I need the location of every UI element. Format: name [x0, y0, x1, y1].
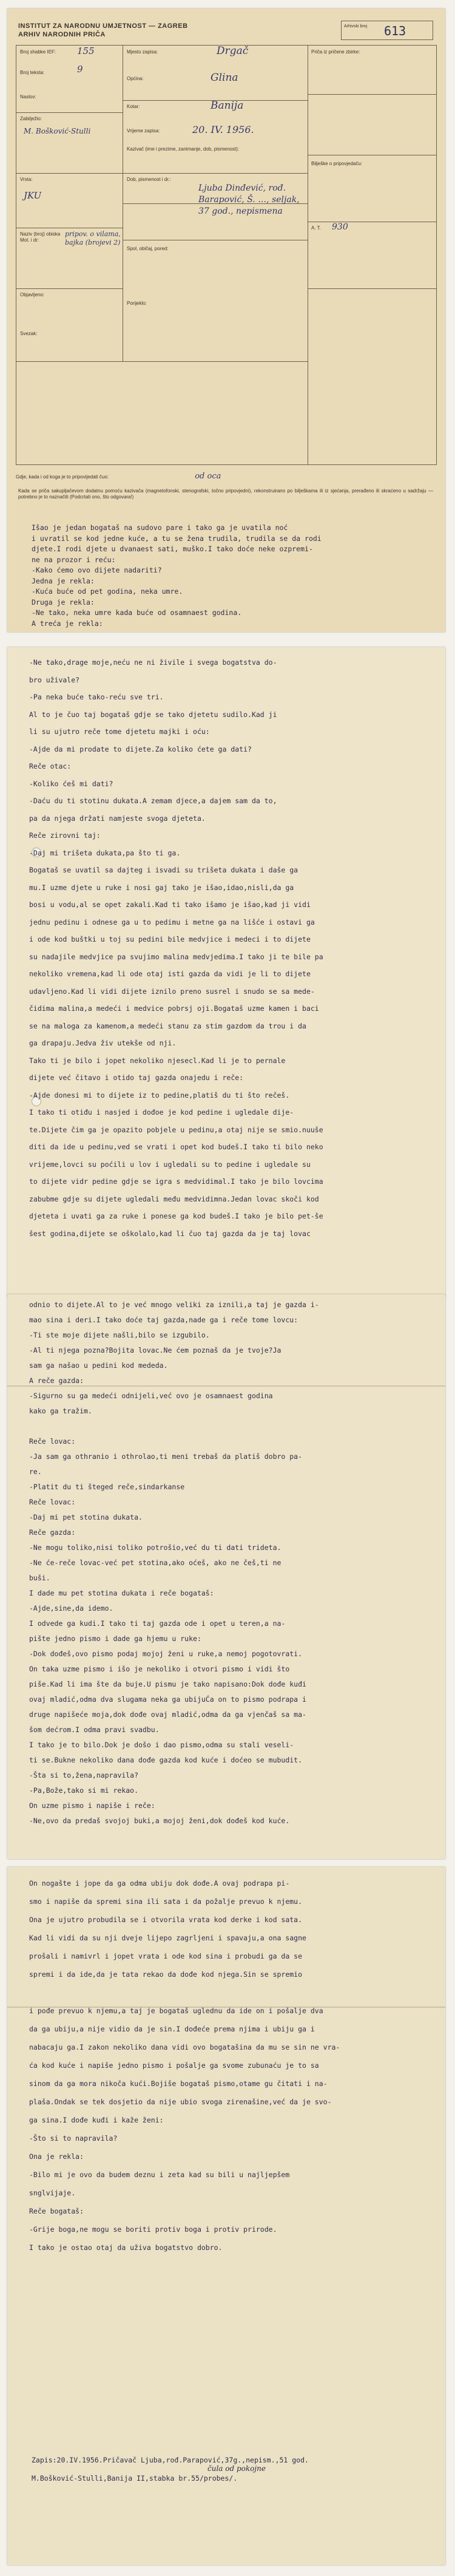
- transcript-sheet-4: [7, 1867, 445, 2565]
- transcript-line: se na maloga za kamenom,a medeći stanu za stim gazdom da trou i da: [29, 1021, 306, 1030]
- recording-date-value: 20. IV. 1956.: [192, 124, 254, 135]
- recording-date-label: Vrijeme zapisa:: [127, 128, 160, 134]
- transcript-line: Išao je jedan bogataš na sudovo pare i tako ga je uvatila noć: [32, 523, 288, 532]
- narrator-label: Kazivač (ime i prezime, zanimanje, dob, pismenost):: [127, 146, 239, 152]
- transcript-line: -Ti ste moje dijete našli,bilo se izgubilo.: [29, 1331, 210, 1339]
- transcript-line: Tako ti je bilo i jopet nekoliko njesecl.Kad li je to pernale: [29, 1056, 286, 1065]
- transcript-line: Reče lovac:: [29, 1498, 76, 1506]
- signature-value: 155: [77, 46, 95, 56]
- transcript-line: odnio to dijete.Al to je već mnogo veliki za iznili,a taj je gazda i-: [29, 1300, 319, 1309]
- transcript-line: ga sina.I dođe kuđi i kaže ženi:: [29, 2116, 164, 2124]
- signature-label: Broj shabke IEF:: [20, 49, 56, 55]
- transcript-line: A treća je rekla:: [32, 619, 103, 628]
- transcript-line: A reče gazda:: [29, 1376, 84, 1385]
- aa-value: 930: [332, 222, 348, 232]
- transcript-line: čidima malina,a medeći i medvice pobrsj oji.Bogataš uzme kamen i baci: [29, 1004, 319, 1013]
- transcript-line: re.: [29, 1467, 42, 1476]
- transcript-line: -Pa,Bože,tako si mi rekao.: [29, 1786, 139, 1795]
- district-value: Banija: [211, 100, 244, 112]
- transcript-line: Bogataš se uvatil sa dajteg i isvadi su trišeta dukata i daše ga: [29, 866, 298, 874]
- municipality-label: Općina:: [127, 76, 144, 81]
- transcript-line: ovaj mladić,odma dva slugama neka ga ubijuĆa on to pismo podrapa i: [29, 1695, 306, 1704]
- informant-value: M. Bošković-Stulli: [24, 127, 91, 135]
- transcript-line: Kad li vidi da su nji dveje lijepo zagrljeni i spavaju,a ona sagne: [29, 1934, 306, 1942]
- transcript-line: ne na prozor i reću:: [32, 555, 116, 564]
- transcript-line: -Koliko ćeš mi dati?: [29, 779, 113, 788]
- archive-number: 613: [384, 24, 406, 38]
- transcript-line: I tako je to bilo.Dok je došo i dao pismo,odma su stali veseli-: [29, 1741, 294, 1749]
- informant-label: Zabilježio:: [20, 116, 42, 121]
- municipality-value: Glina: [211, 72, 238, 84]
- transcript-line: Ona je ujutro probudila se i otvorila vrata kod derke i kod sata.: [29, 1915, 303, 1924]
- archive-number-label: Arhivski broj: [344, 24, 368, 29]
- transcript-line: nabacaju ga.I zakon nekoliko dana vidi ovo bogatašina da mu se sin ne vra-: [29, 2043, 340, 2051]
- transcript-line: -Ne,ovo da predaš svojoj buki,a mojoj ženi,dok dođeš kod kuće.: [29, 1816, 290, 1825]
- card-header: [18, 22, 334, 39]
- aa-label: A. T.: [311, 225, 321, 231]
- transcript-sheet-3: [7, 1294, 445, 1859]
- transcript-line: dijete već čitavo i otido taj gazda onajedu i reče:: [29, 1073, 244, 1082]
- district-label: Kotar:: [127, 104, 140, 109]
- transcript-line: -Sigurno su ga medeći odnijeli,već ovo je osamnaest godina: [29, 1392, 273, 1400]
- transcript-line: ti se.Bukne nekoliko dana dođe gazda kod kuće i doćeo se mubudit.: [29, 1756, 303, 1764]
- catalogue-card: [7, 8, 445, 632]
- transcript-line: -Ne tako,drage moje,neću ne ni živile i svega bogatstva do-: [29, 658, 277, 667]
- transcript-line: Druga je rekla:: [32, 597, 95, 607]
- transcript-line: -Ajde donesi mi to dijete iz to pedine,platiš du ti što rečeš.: [29, 1090, 290, 1099]
- transcript-line: Jedna je rekla:: [32, 576, 95, 585]
- transcript-line: jednu pedinu i odnese ga u to pedimu i metne ga na lišće i ostavi ga: [29, 917, 315, 926]
- transcript-line: Al to je čuo taj bogataš gdje se tako djetetu sudilo.Kad ji: [29, 710, 277, 719]
- transcript-line: mu.I uzme djete u ruke i nosi gaj tako je išao,idao,nisli,da ga: [29, 883, 294, 892]
- transcript-line: Reče lovac:: [29, 1437, 76, 1446]
- transcript-line: Reče bogataš:: [29, 2207, 84, 2215]
- recording-footer-1: Zapis:20.IV.1956.Pričavač Ljuba,rođ.Parapović,37g.,nepism.,51 god.: [32, 2456, 309, 2464]
- transcript-line: vrijeme,lovci su poćili u lov i ugledali su to pedine i ugledale su: [29, 1160, 311, 1169]
- transcript-line: -Ne će-reče lovac-već pet stotina,ako oćeš, ako ne češ,ti ne: [29, 1558, 281, 1567]
- transcript-line: i ode kod buštki u toj su pedini bile medvjice i medeci i to dijete: [29, 935, 311, 943]
- motif-label: Naziv (broj) obiska Mot. i dr:: [20, 231, 61, 243]
- handwritten-annotation: čula od pokojne: [207, 2464, 266, 2473]
- transcript-line: zabubme gdje su dijete ugledali među medvidimna.Jedan lovac skoči kod: [29, 1194, 319, 1203]
- transcript-line: spremi i da ide,da je tata rekao da dođe kod njega.Sin se spremio: [29, 1970, 303, 1979]
- transcript-line: pište jedno pismo i dade ga hjemu u ruke:: [29, 1634, 201, 1643]
- record-number-label: Broj teksta:: [20, 70, 45, 75]
- transcript-line: -Ajde da mi prodate to dijete.Za koliko ćete ga dati?: [29, 744, 252, 753]
- transcript-line: bosi u vodu,al se opet zakali.Kad ti tako išamo je išao,kad ji vidi: [29, 900, 311, 909]
- place-value: Drgač: [217, 45, 249, 57]
- transcript-line: -Dok dođeš,ovo pismo podaj mojoj ženi u ruke,a nemoj pogotovrati.: [29, 1650, 303, 1658]
- transcript-line: te.Dijete čim ga je opazito pobjele u pedinu,a otaj nije se smio.nuuše: [29, 1125, 323, 1134]
- transcript-line: i uvratil se kod jedne kuće, a tu se žena trudila, trudila se da rodi: [32, 534, 322, 543]
- fold-line: [7, 1385, 445, 1387]
- record-number-value: 9: [77, 64, 83, 75]
- transcript-line: -Ne tako, neka umre kada buće od osamnaest godina.: [32, 608, 242, 617]
- checked-label: Objavljeno:: [20, 292, 45, 297]
- transcript-line: pa da njega držati namjeste svoga djeteta.: [29, 814, 206, 823]
- transcript-line: udavljeno.Kad li vidi dijete iznilo preno susrel i snudo se sa mede-: [29, 987, 315, 996]
- transcript-line: I tako je ostao otaj da uživa bogatstvo dobro.: [29, 2243, 223, 2252]
- transcript-line: -Ajde,sine,da idemo.: [29, 1604, 113, 1613]
- transcript-line: -Bilo mi je ovo da budem deznu i zeta kad su bili u najljepšem: [29, 2170, 290, 2179]
- archive-name: ARHIV NARODNIH PRIČA: [18, 31, 106, 38]
- transcript-line: plaša.Ondak se tek dosjetio da nije ubio svoga zirenašine,već da je svo-: [29, 2098, 332, 2106]
- transcript-line: smo i napiše da spremi sina ili sata i da požalje prevuo k njemu.: [29, 1897, 303, 1906]
- type-value: JKU: [24, 190, 42, 201]
- transcript-line: snglvijaje.: [29, 2189, 76, 2197]
- transcript-line: da ga ubiju,a nije vidio da je sin.I dođeće prema njima i ubiju ga i: [29, 2025, 315, 2033]
- transcript-line: sinom da ga mora nikoča kući.Bojiše bogataš pismo,otame gu čitati i na-: [29, 2079, 328, 2088]
- transcript-line: nekoliko vremena,kad li ode otaj isti gazda da vidi je li to dijete: [29, 970, 311, 978]
- transcript-line: ga drapaju.Jedva živ utekše od nji.: [29, 1039, 177, 1047]
- transcript-line: On uzme pismo i napiše i reče:: [29, 1801, 155, 1810]
- transcript-line: -Pa neka buće tako-reću sve tri.: [29, 693, 164, 701]
- age-label: Dob, pismenost i dr.:: [127, 177, 171, 182]
- motif-value: pripov. o vilama, bajka (brojevi 2): [65, 230, 121, 246]
- transcript-line: piše.Kad li ima šte da buje.U pismu je tako napisano:Dok dođe kuđi: [29, 1680, 306, 1688]
- transcript-line: -Šta si to,žena,napravila?: [29, 1771, 139, 1779]
- transcript-line: -Kako ćemo ovo dijete nadariti?: [32, 566, 162, 574]
- transcript-line: -Daj mi pet stotina dukata.: [29, 1513, 143, 1521]
- transcript-line: prošali i namivrl i jopet vrata i ode kod sina i probudi ga da se: [29, 1952, 303, 1960]
- transcript-line: -Ne mogu toliko,nisi toliko potrošio,već du ti dati trideta.: [29, 1543, 281, 1552]
- transcript-line: I dade mu pet stotina dukata i reče bogataš:: [29, 1589, 214, 1597]
- transcript-line: -Što si to napravila?: [29, 2134, 118, 2143]
- transcript-sheet-2: [7, 647, 445, 1297]
- recording-footer-2: M.Bošković-Stulli,Banija II,stabka br.55/probes/.: [32, 2474, 238, 2483]
- transcript-line: to dijete vidr pedine gdje se igra s medvidimal.I tako je bilo lovcima: [29, 1177, 323, 1186]
- transcript-line: djeteta i uvati ga za ruke i ponese ga kod budeš.I tako je bilo pet-še: [29, 1212, 323, 1220]
- narrator-value: Ljuba Dinđević, rođ. Barapović, Š. …, seljak, 37 god., nepismena: [198, 183, 300, 216]
- archive-number-box: [341, 21, 433, 40]
- transcript-line: diti da ide u pedinu,ved se vrati i opet kod budeš.I tako ti bilo neko: [29, 1143, 323, 1151]
- place-label: Mjesto zapisa:: [127, 49, 158, 55]
- origin-label: Porijeklo:: [127, 301, 147, 306]
- card-instructions: Kada se priča sakupljačevom dodatnu pomoću kazivača (magnetofonski, stenografski, točno pripovjedni), rekonstruirano po bilješkama ili iz sjećanja, prerađeno ili skraćeno u sadržaju — potrebno je to naznačiti (Podcrtati ono, što odgovara!): [18, 488, 433, 500]
- transcript-line: I odvede ga kudi.I tako ti taj gazda ode i opet u teren,a na-: [29, 1619, 286, 1628]
- transcript-line: sam ga našao u pedini kod mededa.: [29, 1361, 168, 1370]
- transcript-line: Reče zirovni taj:: [29, 831, 101, 840]
- transcript-line: -Kuća buće od pet godina, neka umre.: [32, 587, 183, 596]
- card-form: [16, 45, 437, 465]
- type-label: Vrsta:: [20, 177, 33, 182]
- transcript-line: li su ujutro reče tome djetetu majki i oću:: [29, 727, 210, 736]
- sex-label: Spol, običaj, pored:: [127, 246, 169, 251]
- transcript-line: -Al ti njega pozna?Bojita lovac.Ne ćem poznaš da je tvoje?Ja: [29, 1346, 281, 1354]
- transcript-line: On nogašte i jope da ga odma ubiju dok dođe.A ovaj podrapa pi-: [29, 1879, 290, 1888]
- transcript-line: Reče otac:: [29, 762, 72, 770]
- title-label: Naslov:: [20, 94, 36, 100]
- transcript-line: bro uživale?: [29, 675, 80, 684]
- transcript-line: djete.I rodi djete u dvanaest sati, muško.I tako doće neke ozpremi-: [32, 545, 313, 553]
- transcript-line: Ona je rekla:: [29, 2152, 84, 2161]
- right-col-label-1: Priča iz pričene zbirke:: [311, 49, 360, 55]
- transcript-line: buši.: [29, 1574, 50, 1582]
- transcript-line: -Daj mi trišeta dukata,pa što ti ga.: [29, 848, 181, 857]
- transcript-line: ća kod kuće i napiše jedno pismo i pošalje ga svome zubunaću je to sa: [29, 2061, 319, 2070]
- transcript-line: mao sina i deri.I tako doće taj gazda,nade ga i reče tome lovcu:: [29, 1316, 298, 1324]
- transcript-line: I tako ti otiđu i nasjed i dođoe je kod pedine i ugledale dije-: [29, 1108, 294, 1116]
- source-line: [16, 471, 436, 482]
- transcript-line: -Platit du ti šteged reče,sindarkanse: [29, 1483, 185, 1491]
- source-value: od oca: [195, 472, 221, 481]
- transcript-line: kako ga tražim.: [29, 1407, 92, 1415]
- transcript-line: šest godina,dijete se oškolalo,kad li čuo taj gazda da je taj lovac: [29, 1229, 311, 1238]
- transcript-line: druge napišeće moja,dok dođe ovaj mladić,odma da ga vjenčaš sa ma-: [29, 1710, 306, 1719]
- transcript-line: su nadajile medvjice pa svujimo malina medvjedima.I tako ji te bile pa: [29, 952, 323, 961]
- notes-label: Bilješke o pripovjedaču:: [311, 161, 363, 166]
- transcript-line: -Grije boga,ne mogu se boriti protiv boga i protiv prirode.: [29, 2225, 277, 2234]
- transcript-line: Reče gazda:: [29, 1528, 76, 1537]
- transcript-line: -Daću du ti stotinu dukata.A zemam djece,a dajem sam da to,: [29, 797, 277, 805]
- institute-name: INSTITUT ZA NARODNU UMJETNOST — ZAGREB: [18, 22, 188, 30]
- transcript-line: šom dećrom.I odma pravi svadbu.: [29, 1725, 160, 1734]
- transcript-line: i pođe prevuo k njemu,a taj je bogataš uglednu da ide on i pošalje dva: [29, 2007, 323, 2015]
- transcript-line: -Ja sam ga othranio i othrolao,ti meni trebaš da platiš dobro pa-: [29, 1452, 303, 1461]
- source-label: Gdje, kada i od koga je to pripovijedati čuo:: [16, 474, 109, 480]
- volume-label: Svezak:: [20, 331, 38, 336]
- transcript-line: On taka uzme pismo i išo je nekoliko i otvori pismo i vidi što: [29, 1665, 290, 1673]
